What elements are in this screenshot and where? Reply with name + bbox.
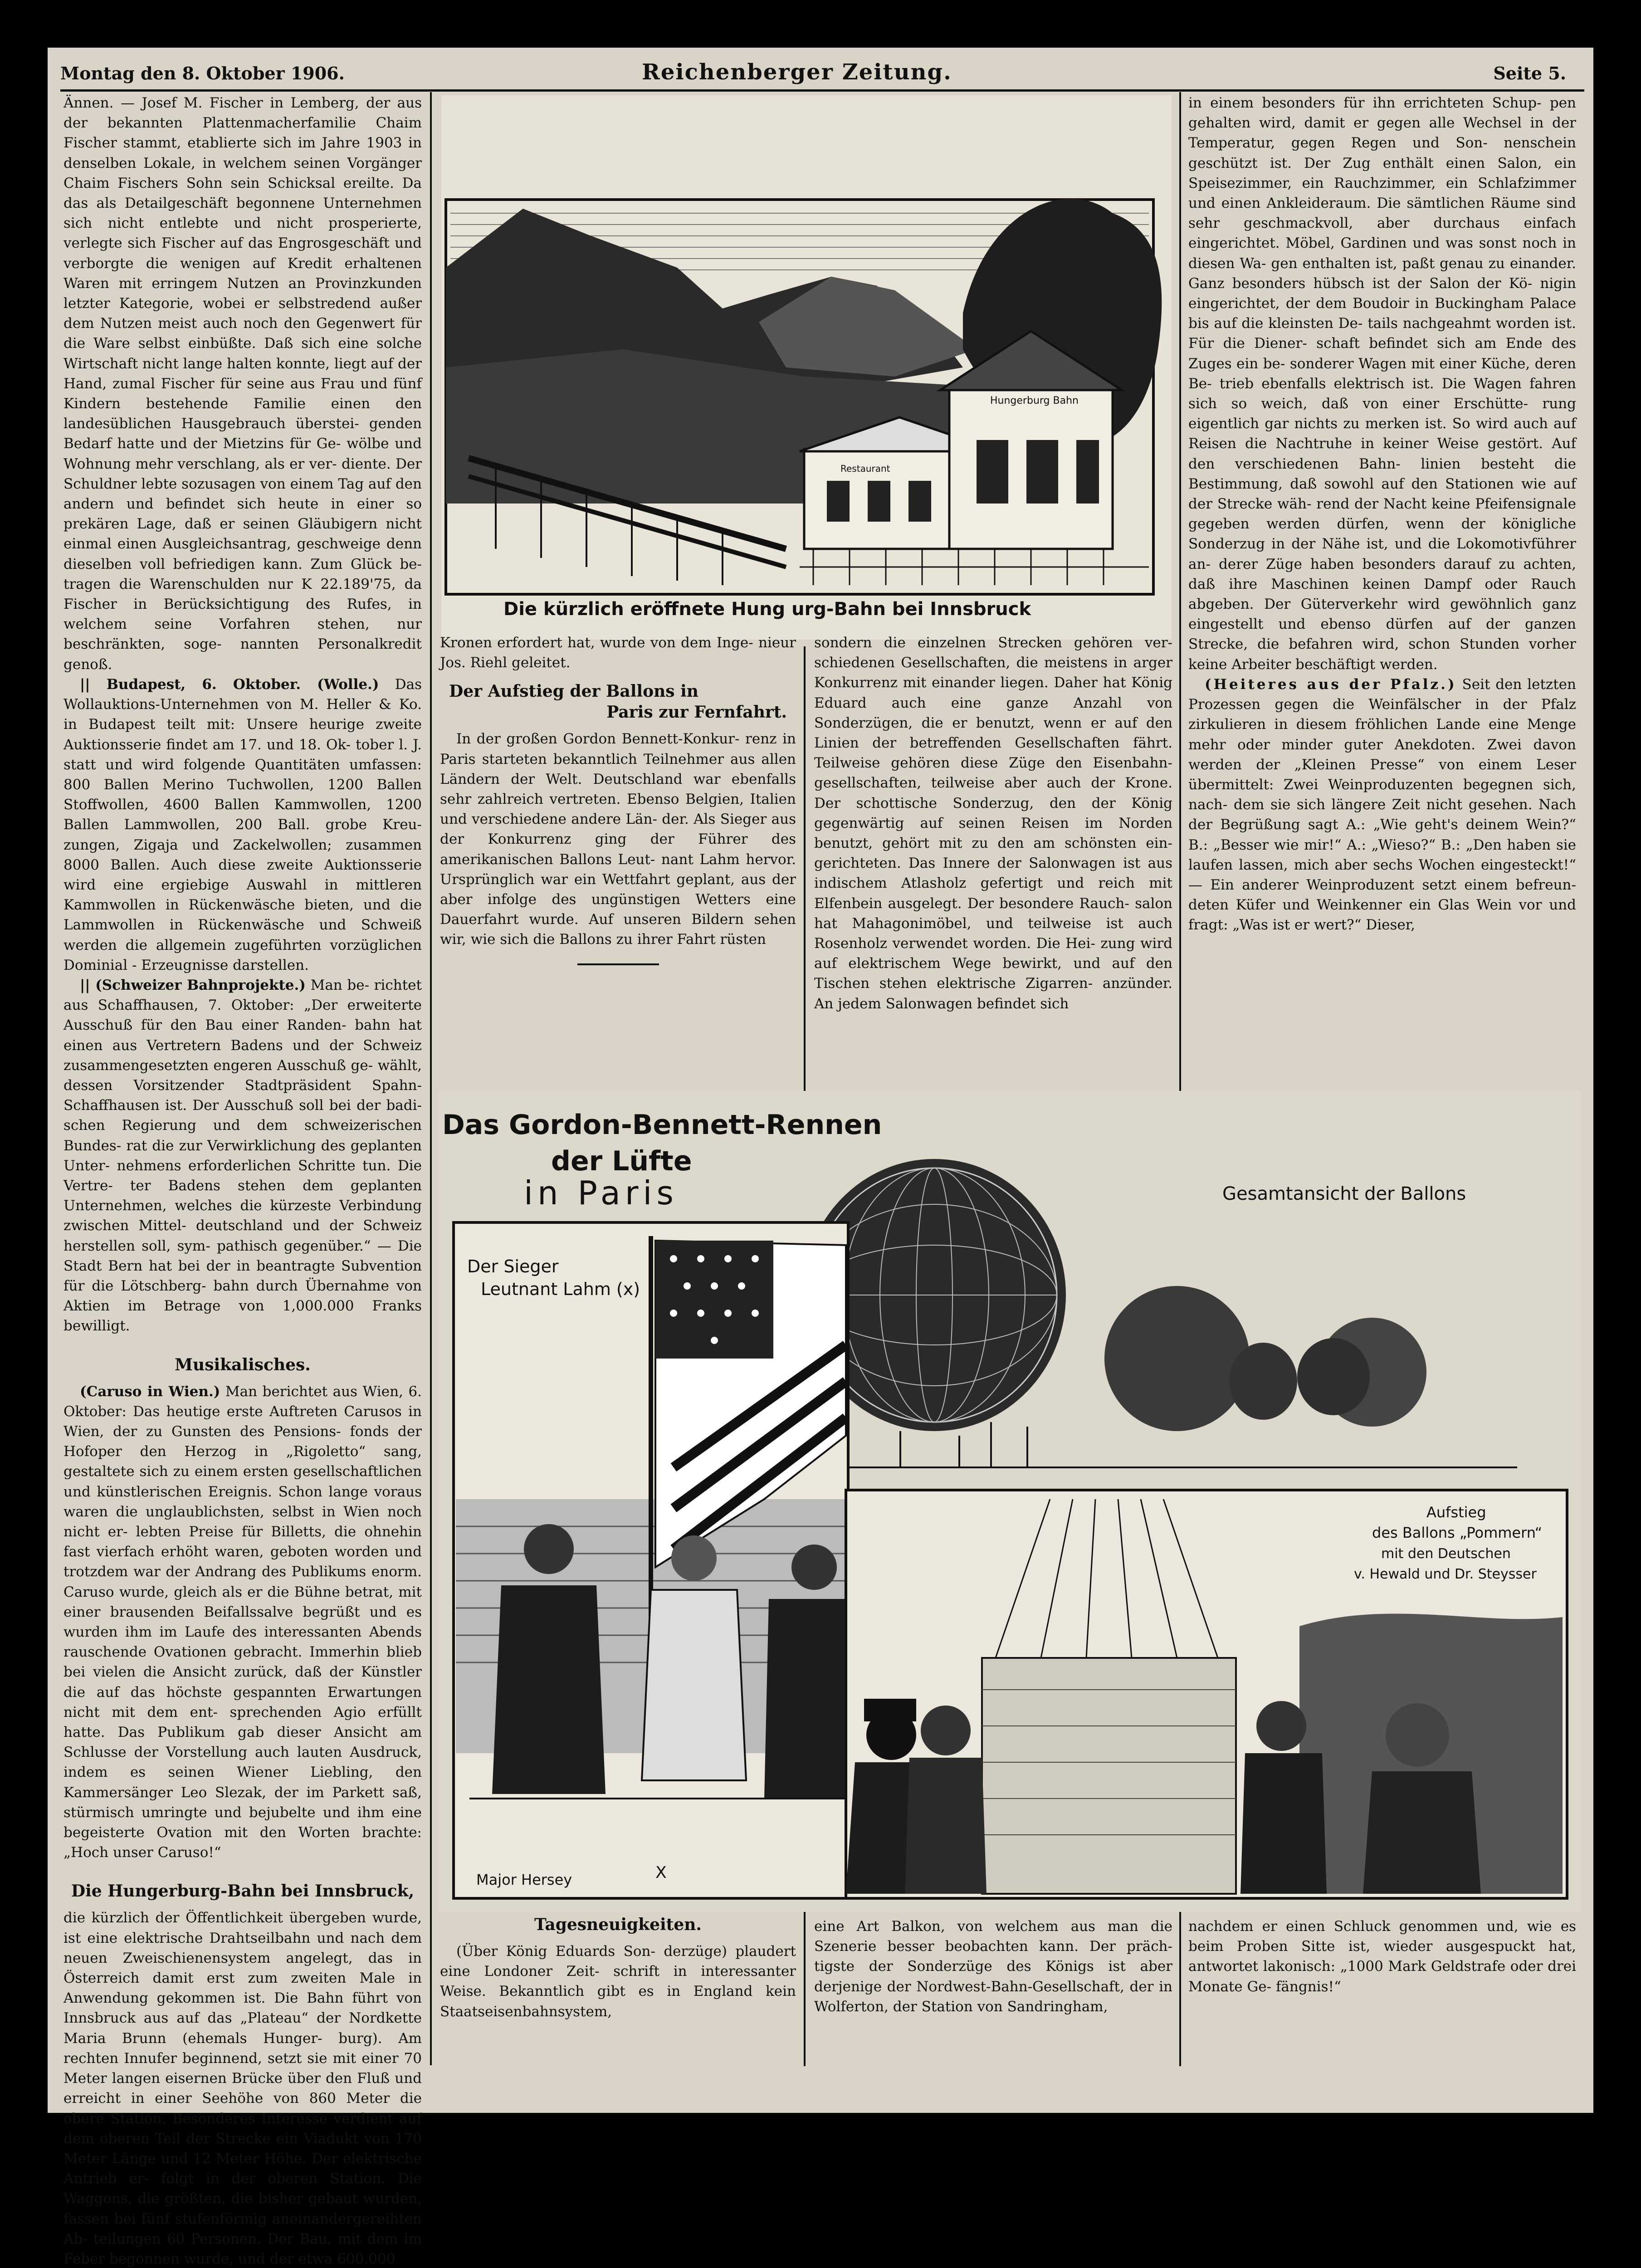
article-text: eine Art Balkon, von welchem aus man die Szenerie besser beobachten kann. Der präch- tigste der Sonderzüge des Königs ist aber derjenige der Nordwest-Bahn-Gesellschaft, der in Wolferton, der Station von Sandringham, <box>814 1918 1172 2015</box>
column-rule <box>804 646 806 1107</box>
masthead: Reichenberger Zeitung. <box>642 59 952 85</box>
label-ascent-1: Aufstieg <box>1426 1504 1486 1521</box>
column-rule <box>430 92 432 2065</box>
article-heading-hungerburg: Die Hungerburg-Bahn bei Innsbruck, <box>71 1882 415 1901</box>
bottom-column-4 <box>1188 1916 1576 2066</box>
separator-rule <box>577 963 659 965</box>
label-winner-2: Leutnant Lahm (x) <box>481 1279 640 1299</box>
newspaper-page <box>48 48 1593 2267</box>
illustration-caption: Die kürzlich eröffnete Hung urg-Bahn bei Innsbruck <box>503 599 1031 620</box>
illustration-title-3: in Paris <box>524 1174 678 1212</box>
bottom-column-3 <box>814 1916 1172 2066</box>
label-x-marker: X <box>655 1863 667 1882</box>
column-1 <box>63 93 422 2267</box>
article-text: (Heiteres aus der Pfalz.) Seit den letzten Prozessen gegen die Weinfälscher in der Pfalz zirkulieren in diesem fröhlichen Lande eine Menge mehr oder minder guter Anekdoten. Zwei davon werden der „Kleinen Presse“ von einem Leser übermittelt: Zwei Weinproduzenten begegnen sich, nach- dem sie sich längere Zeit nicht gesehen. Nach der Begrüßung sagt A.: „Wie geht's deinem Wein?“ B.: „Besser wie mir!“ A.: „Wieso?“ B.: „Den haben sie laufen lassen, mich aber sechs Wochen eingesteckt!“ — Ein anderer Weinproduzent setzt einem befreun- deten Küfer und Weinkenner ein Glas Wein vor und fragt: „Was ist er wert?“ Dieser, <box>1188 676 1576 934</box>
page-header <box>48 57 1593 93</box>
article-text: In der großen Gordon Bennett-Konkur- renz in Paris starteten bekanntlich Teilnehmer aus allen Ländern der Welt. Deutschland war ebenfalls sehr zahlreich vertreten. Ebenso Belgien, Italien und verschiedene andere Län- der. Als Sieger aus der Konkurrenz ging der Führer des amerikanischen Ballons Leut- nant Lahm hervor. Ursprünglich war ein Wettfahrt geplant, aus der aber infolge des ungünstigen Wetters eine Dauerfahrt wurde. Auf unseren Bildern sehen wir, wie sich die Ballons zu ihrer Fahrt rüsten <box>440 731 796 948</box>
article-text: nachdem er einen Schluck genommen und, wie es beim Proben Sitte ist, wieder ausgespuckt hat, antwortet lakonisch: „1000 Mark Geldstrafe oder drei Monate Ge- fängnis!“ <box>1188 1918 1576 1995</box>
bottom-column-2 <box>440 1914 796 2068</box>
illustration-title-2: der Lüfte <box>551 1145 692 1177</box>
restaurant-sign: Restaurant <box>840 463 890 474</box>
column-rule <box>1179 1912 1181 2066</box>
article-text: die kürzlich der Öffentlichkeit übergeben wurde, ist eine elektrische Drahtseilbahn und nach dem neuen Zweischienensystem angelegt, das in Österreich damit erst zum zweiten Male in Anwendung gekommen ist. Die Bahn führt von Innsbruck aus auf das „Plateau“ der Nordkette Maria Brunn (ehemals Hunger- burg). Am rechten Innufer beginnend, setzt sie mit einer 70 Meter langen eisernen Brücke über den Fluß und erreicht in einer Seehöhe von 860 Meter die obere Station. Besonderes Interesse verdient auf dem oberen Teil der Strecke ein Viadukt von 170 Meter Länge und 12 Meter Höhe. Der elektrische Antrieb er- folgt in der oberen Station. Die Waggons, die größten, die bisher gebaut wurden, fassen bei fünf stufenförmig aneinandergereihten Ab- teilungen 60 Personen. Der Bau, mit dem im Feber begonnen wurde, und der etwa 600.000 <box>63 1910 422 2267</box>
article-text: sondern die einzelnen Strecken gehören ver- schiedenen Gesellschaften, die meistens in arger Konkurrenz mit einander liegen. Daher hat König Eduard auch eine ganze Anzahl von Sonderzügen, die er benutzt, wenn er auf den Linien der betreffenden Gesellschaften fährt. Teilweise gehören diese Züge den Eisenbahn- gesellschaften, teilweise aber auch der Krone. Der schottische Sonderzug, den der König gegenwärtig auf seinen Reisen im Norden benutzt, gehört mit zu den am schönsten ein- gerichteten. Das Innere der Salonwagen ist aus indischem Atlasholz gefertigt und reich mit Elfenbein ausgelegt. Der besondere Rauch- salon hat Mahagonimöbel, und teilweise ist auch Rosenholz verwendet worden. Die Hei- zung wird auf elektrischem Wege bewirkt, und auf den Tischen stehen elektrische Zigarren- anzünder. An jedem Salonwagen befindet sich <box>814 635 1172 1012</box>
section-heading-music: Musikalisches. <box>175 1355 311 1374</box>
article-text: Ännen. — Josef M. Fischer in Lemberg, der aus der bekannten Plattenmacherfamilie Chaim Fischer stammt, etablierte sich im Jahre 1903 in denselben Lokale, in welchem seinen Vorgänger Chaim Fischers Sohn sein Schicksal ereilte. Da das als Detailgeschäft begonnene Unternehmen sich nicht entlebte und nicht prosperierte, verlegte sich Fischer auf das Engrosgeschäft und verborgte die wenigen auf Kredit erhaltenen Waren mit erringem Nutzen an Provinzkunden letzter Kategorie, wobei er selbstredend außer dem Nutzen meist auch noch den Gegenwert für die Ware selbst einbüßte. Daß sich eine solche Wirtschaft nicht lange halten konnte, liegt auf der Hand, zumal Fischer für seine aus Frau und fünf Kindern bestehende Familie einen den landesüblichen Hausgebrauch überstei- genden Bedarf hatte und der Mietzins für Ge- wölbe und Wohnung mehr verschlang, als er ver- diente. Der Schuldner lebte sozusagen von einem Tag auf den andern und befindet sich heute in einer so prekären Lage, daß er seinen Gläubigern nicht einmal einen Ausgleichsantrag, geschweige denn dieselben voll befriedigen kann. Zum Glück be- tragen die Warenschulden nur K 22.189'75, da Fischer in Berücksichtigung des Rufes, in welchem seine Vorfahren stehen, nur beschränkten, soge- nannten Personalkredit genoß. <box>63 95 422 673</box>
illustration-gordon-bennett <box>438 1091 1581 1912</box>
illustration-title-1: Das Gordon-Bennett-Rennen <box>442 1109 882 1141</box>
article-text: (Caruso in Wien.) Man berichtet aus Wien, 6. Oktober: Das heutige erste Auftreten Carusos in Wien, der zu Gunsten des Pensions- fonds der Hofoper den Herzog in „Rigoletto“ sang, gestaltete sich zu einem ersten gesellschaftlichen und künstlerischen Ereignis. Schon lange voraus waren die unglaublichsten, selbst in Wien noch nicht er- lebten Preise für Billetts, die ohnehin fast vierfach erhöht waren, geboten worden und trotzdem war der Andrang des Publikums enorm. Caruso wurde, gleich als er die Bühne betrat, mit einer brausenden Beifallssalve begrüßt und es wurden ihm im Laufe des interessanten Abends rauschende Ovationen gebracht. Immerhin blieb bei vielen die Ansicht zurück, daß der Künstler die auf das höchste gespannten Erwartungen nicht mit dem ent- sprechenden Agio erfüllt hatte. Das Publikum gab dieser Ansicht am Schlusse der Vorstellung auch lauten Ausdruck, indem es seinen Wiener Liebling, den Kammersänger Leo Slezak, der im Parkett saß, stürmisch umringte und bejubelte und ihm eine begeisterte Ovation mit den Worten brachte: „Hoch unser Caruso!“ <box>63 1383 422 1861</box>
label-major: Major Hersey <box>476 1871 572 1888</box>
article-text: || (Schweizer Bahnprojekte.) Man be- richtet aus Schaffhausen, 7. Oktober: „Der erweiterte Ausschuß für den Bau einer Randen- bahn hat einen aus Vertretern Badens und der Schweiz zusammengesetzten engeren Ausschuß ge- wählt, dessen Vorsitzender Stadtpräsident Spahn- Schaffhausen ist. Der Ausschuß soll bei der badi- schen Regierung und dem schweizerischen Bundes- rat die zur Verwirklichung des geplanten Unter- nehmens erforderlichen Schritte tun. Die Vertre- ter Badens stehen dem geplanten Unternehmen, welches die kürzeste Verbindung zwischen Mittel- deutschland und der Schweiz herstellen soll, sym- pathisch gegenüber.“ — Die Stadt Bern hat bei der in beantragte Subvention für die Lötschberg- bahn durch Übernahme von Aktien im Betrage von 1,000.000 Franks bewilligt. <box>63 977 422 1334</box>
column-4 <box>1188 93 1576 1082</box>
article-heading-ballons-2: Paris zur Fernfahrt. <box>606 703 787 722</box>
label-ascent-2: des Ballons „Pommern“ <box>1372 1524 1543 1541</box>
header-rule <box>60 89 1584 92</box>
column-2 <box>440 633 796 1032</box>
article-text: (Über König Eduards Son- derzüge) plaudert eine Londoner Zeit- schrift in interessanter Weise. Bekanntlich gibt es in England kein Staatseisenbahnsystem, <box>440 1943 796 2020</box>
station-sign: Hungerburg Bahn <box>990 395 1079 406</box>
label-ascent-4: v. Hewald und Dr. Steysser <box>1354 1566 1537 1582</box>
issue-date: Montag den 8. Oktober 1906. <box>60 63 345 83</box>
article-text: in einem besonders für ihn errichteten Schup- pen gehalten wird, damit er gegen alle Wechsel in der Temperatur, gegen Regen und Son- nenschein geschützt ist. Der Zug enthält einen Salon, ein Speisezimmer, ein Rauchzimmer, ein Schlafzimmer und einen Ankleideraum. Die sämtlichen Räume sind sehr geschmackvoll, aber durchaus einfach eingerichtet. Möbel, Gardinen und was sonst noch in diesen Wa- gen enthalten ist, paßt genau zu einander. Ganz besonders hübsch ist der Salon der Kö- nigin eingerichtet, der dem Boudoir in Buckingham Palace bis auf die kleinsten De- tails nachgeahmt worden ist. Für die Diener- schaft befindet sich am Ende des Zuges ein be- sonderer Wagen mit einer Küche, deren Be- trieb ebenfalls elektrisch ist. Die Wagen fahren sich so weich, daß von einer Erschütte- rung eigentlich gar nichts zu merken ist. So wird auch auf Reisen die Nachtruhe in keiner Weise gestört. Auf den verschiedenen Bahn- linien besteht die Bestimmung, daß sowohl auf den Stationen wie auf der Strecke wäh- rend der Nacht keine Pfeifensignale gegeben werden dürfen, wenn der königliche Sonderzug in der Nähe ist, und die Lokomotivführer an- derer Züge haben besonders darauf zu achten, daß ihre Maschinen keinen Dampf oder Rauch abgeben. Der Güterverkehr wird gewöhnlich ganz eingestellt und ebenso dürfen auf der ganzen Strecke, die befahren wird, schon Stunden vorher keine Arbeiter beschäftigt werden. <box>1188 95 1576 673</box>
article-text: Kronen erfordert hat, wurde von dem Inge- nieur Jos. Riehl geleitet. <box>440 635 796 671</box>
column-3 <box>814 633 1172 1032</box>
label-ascent-3: mit den Deutschen <box>1381 1546 1511 1562</box>
article-heading-ballons: Der Aufstieg der Ballons in <box>449 682 698 701</box>
page-number: Seite 5. <box>1493 63 1566 83</box>
illustration-hungerburg-bahn <box>441 95 1172 640</box>
column-rule <box>1179 92 1181 1108</box>
label-winner-1: Der Sieger <box>467 1256 559 1276</box>
article-text: || Budapest, 6. Oktober. (Wolle.) Das Wollauktions-Unternehmen von M. Heller & Ko. in Budapest teilt mit: Unsere heurige zweite Auktionsserie findet am 17. und 18. Ok- tober l. J. statt und wird folgende Quantitäten umfassen: 800 Ballen Merino Tuchwollen, 1200 Ballen Stoffwollen, 4600 Ballen Kammwollen, 1200 Ballen Lammwollen, 200 Ball. grobe Kreu- zungen, Zigaja und Zackelwollen; zusammen 8000 Ballen. Auch diese zweite Auktionsserie wird eine ergiebige Auswahl in mittleren Kammwollen in Rückenwäsche bieten, und die Lammwollen in Rückenwäsche und Schweiß werden die allgemein zugeführten vorzüglichen Dominial - Erzeugnisse darstellen. <box>63 676 422 973</box>
label-overview: Gesamtansicht der Ballons <box>1222 1183 1466 1204</box>
column-rule <box>804 1912 806 2066</box>
section-heading-news: Tagesneuigkeiten. <box>534 1915 702 1934</box>
